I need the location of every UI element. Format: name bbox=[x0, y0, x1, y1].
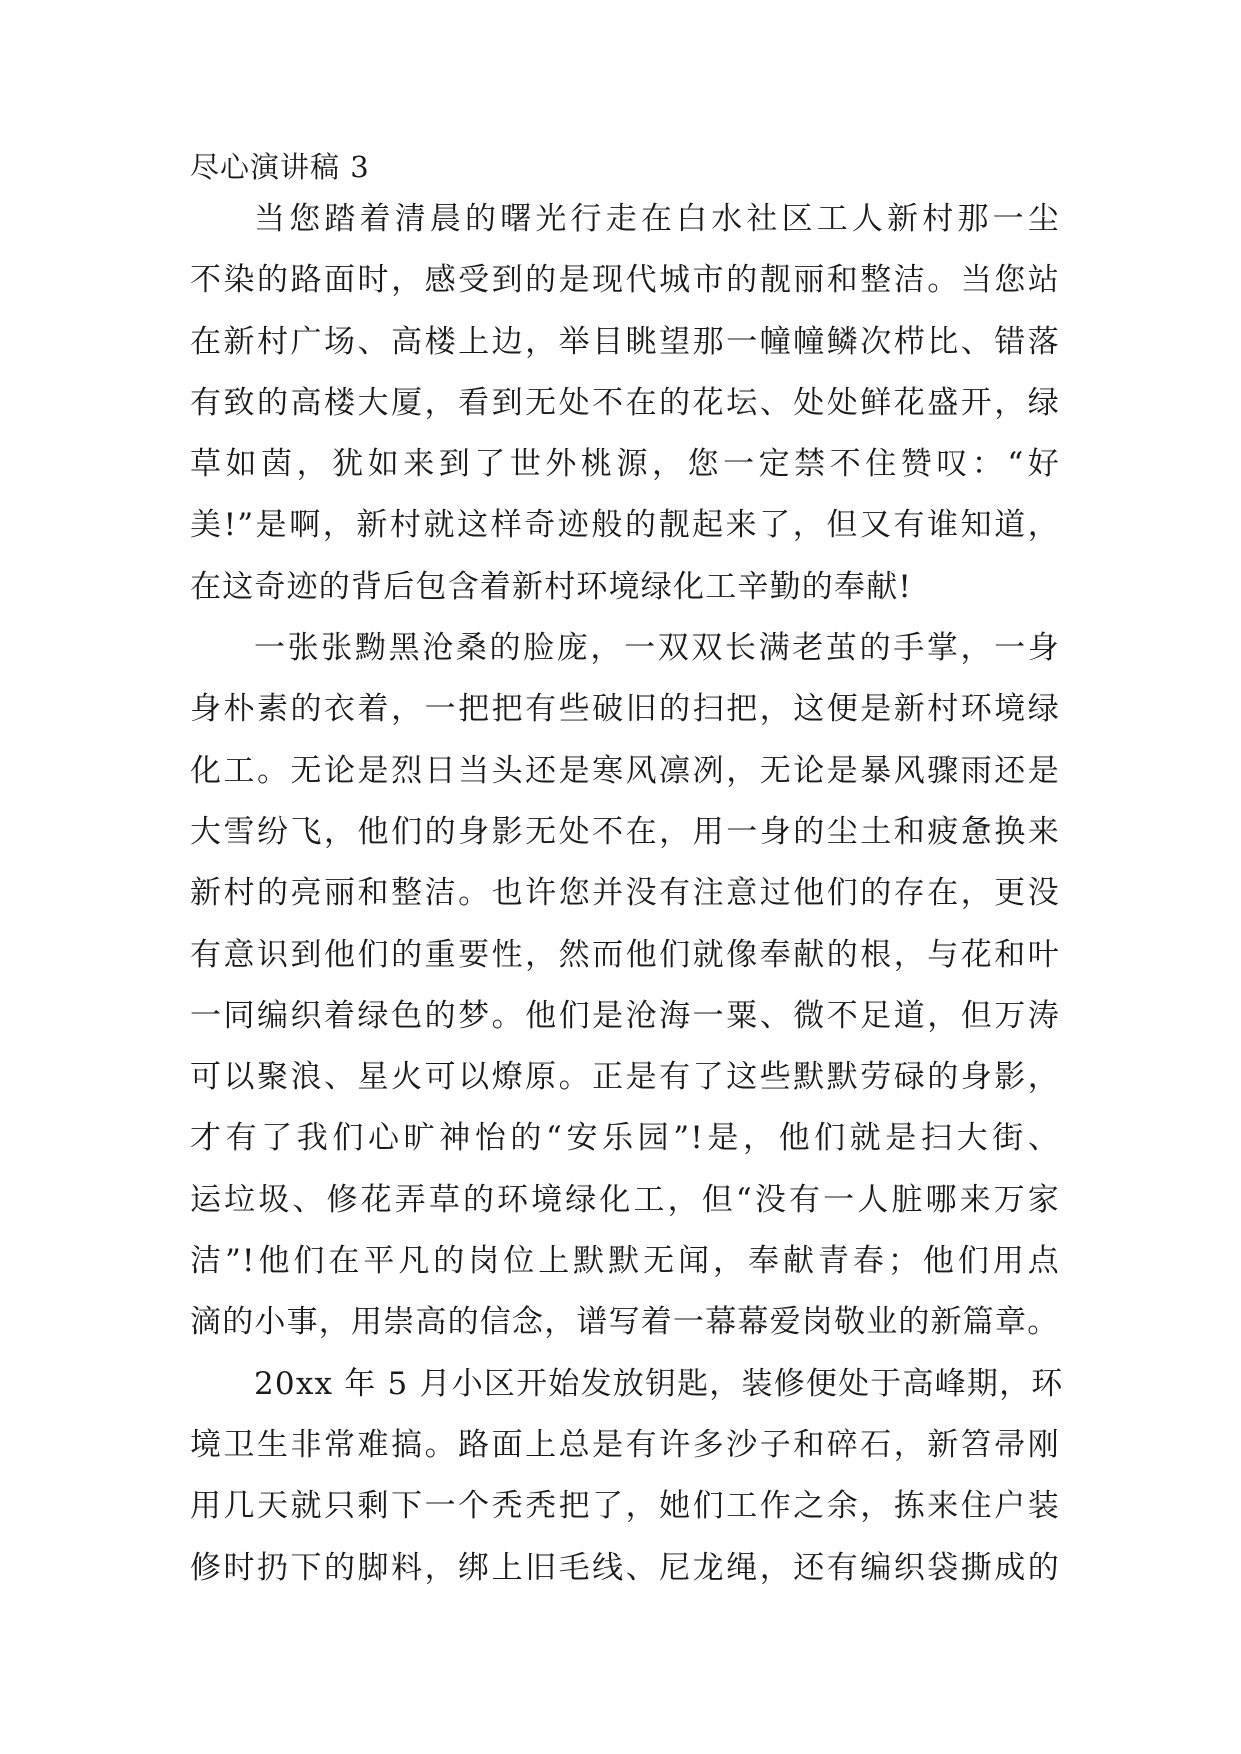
paragraph-2 bbox=[190, 618, 1060, 1354]
text-line: 运垃圾、修花弄草的环境绿化工，但“没有一人脏哪来万家 bbox=[190, 1181, 1060, 1218]
text-line: 化工。无论是烈日当头还是寒风凛冽，无论是暴风骤雨还是 bbox=[190, 752, 1060, 789]
text-line: 在这奇迹的背后包含着新村环境绿化工辛勤的奉献! bbox=[190, 568, 913, 605]
text-line: 有致的高楼大厦，看到无处不在的花坛、处处鲜花盛开，绿 bbox=[190, 384, 1060, 421]
text-line: 大雪纷飞，他们的身影无处不在，用一身的尘土和疲惫换来 bbox=[190, 813, 1060, 850]
text-line: 当您踏着清晨的曙光行走在白水社区工人新村那一尘 bbox=[254, 201, 1060, 237]
text-line: 滴的小事，用崇高的信念，谱写着一幕幕爱岗敬业的新篇章。 bbox=[190, 1304, 1060, 1341]
paragraph-3 bbox=[190, 1354, 1064, 1599]
document-body bbox=[190, 145, 1064, 1599]
text-line: 修时扔下的脚料，绑上旧毛线、尼龙绳，还有编织袋撕成的 bbox=[190, 1549, 1060, 1586]
text-line: 一张张黝黑沧桑的脸庞，一双双长满老茧的手掌，一身 bbox=[254, 630, 1060, 667]
text-line: 境卫生非常难搞。路面上总是有许多沙子和碎石，新笤帚刚 bbox=[190, 1426, 1060, 1463]
text-line: 20xx 年 5 月小区开始发放钥匙，装修便处于高峰期，环 bbox=[254, 1365, 1064, 1402]
paragraph-1 bbox=[190, 189, 1060, 618]
text-line: 一同编织着绿色的梦。他们是沧海一粟、微不足道，但万涛 bbox=[190, 997, 1060, 1034]
text-line: 不染的路面时，感受到的是现代城市的靓丽和整洁。当您站 bbox=[190, 262, 1060, 299]
text-line: 洁”!他们在平凡的岗位上默默无闻，奉献青春；他们用点 bbox=[190, 1243, 1060, 1280]
text-line: 美!”是啊，新村就这样奇迹般的靓起来了，但又有谁知道， bbox=[190, 507, 1060, 544]
text-line: 用几天就只剩下一个秃秃把了，她们工作之余，拣来住户装 bbox=[190, 1488, 1060, 1525]
text-line: 有意识到他们的重要性，然而他们就像奉献的根，与花和叶 bbox=[190, 936, 1060, 973]
document-title: 尽心演讲稿 3 bbox=[190, 150, 370, 184]
text-line: 新村的亮丽和整洁。也许您并没有注意过他们的存在，更没 bbox=[190, 875, 1060, 912]
text-line: 身朴素的衣着，一把把有些破旧的扫把，这便是新村环境绿 bbox=[190, 691, 1060, 728]
text-line: 可以聚浪、星火可以燎原。正是有了这些默默劳碌的身影， bbox=[190, 1059, 1060, 1096]
text-line: 草如茵，犹如来到了世外桃源，您一定禁不住赞叹：“好 bbox=[190, 446, 1060, 483]
text-line: 才有了我们心旷神怡的“安乐园”!是，他们就是扫大街、 bbox=[190, 1120, 1060, 1157]
text-line: 在新村广场、高楼上边，举目眺望那一幢幢鳞次栉比、错落 bbox=[190, 323, 1060, 360]
